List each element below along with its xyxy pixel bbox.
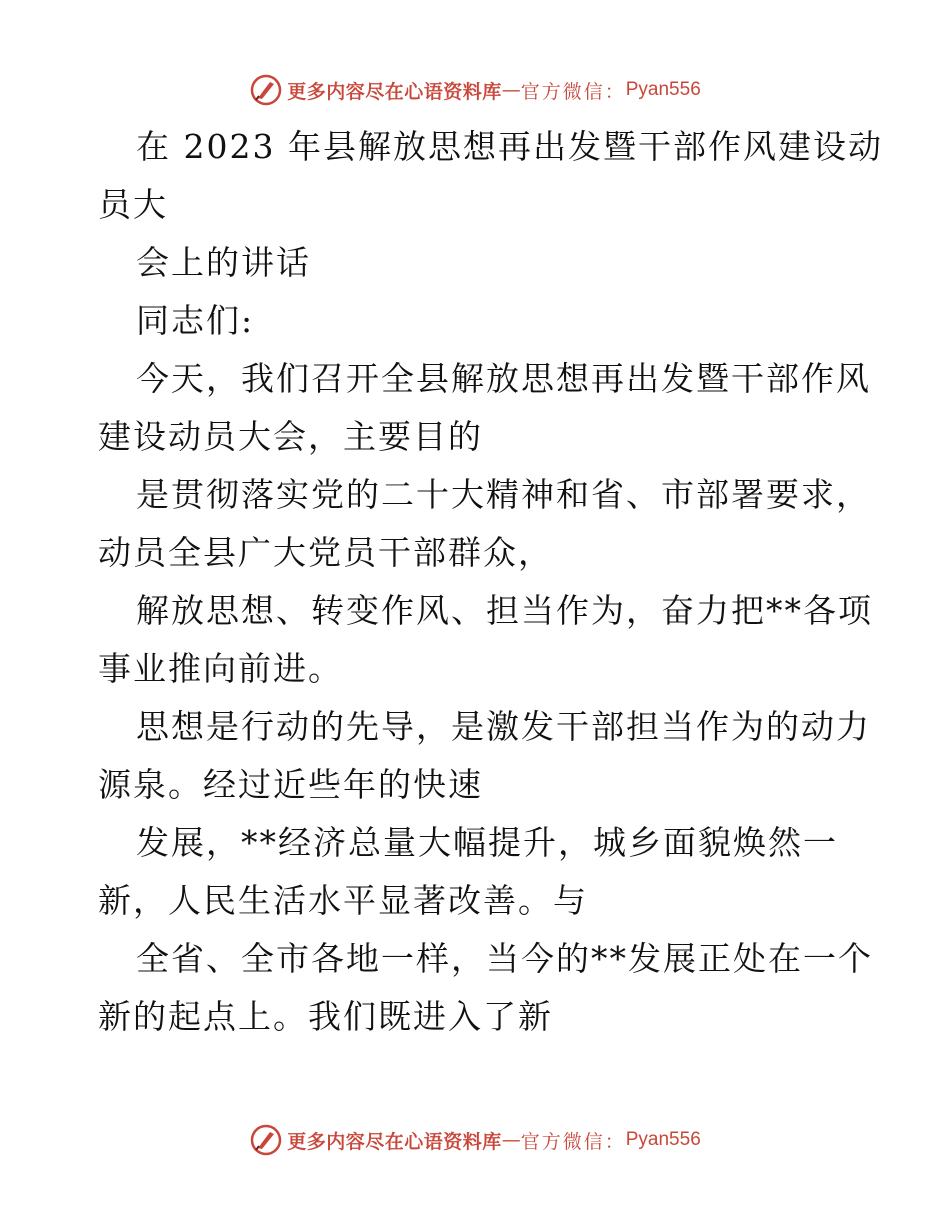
- header-watermark-banner: [0, 70, 950, 110]
- banner-dash: —: [501, 79, 521, 101]
- banner-site-text: 更多内容尽在心语资料库: [287, 80, 502, 103]
- banner-wechat-label: 官方微信：: [520, 80, 626, 103]
- text-line: 建设动员大会，主要目的: [98, 417, 483, 456]
- text-line: 新，人民生活水平显著改善。与: [98, 881, 588, 920]
- text-line: 事业推向前进。: [98, 649, 343, 688]
- text-line: 是贯彻落实党的二十大精神和省、市部署要求，: [136, 475, 871, 514]
- text-line: 发展，**经济总量大幅提升，城乡面貌焕然一: [136, 823, 838, 862]
- text-line: 新的起点上。我们既进入了新: [98, 997, 553, 1036]
- banner-site-text: 更多内容尽在心语资料库: [287, 1130, 502, 1153]
- text-line: 全省、全市各地一样，当今的**发展正处在一个: [136, 939, 873, 978]
- banner-wechat-id: Pyan556: [625, 1129, 701, 1150]
- text-line: 思想是行动的先导，是激发干部担当作为的动力: [136, 707, 871, 746]
- quill-logo-icon: [249, 73, 283, 107]
- text-line: 会上的讲话: [136, 243, 311, 282]
- text-line: 员大: [98, 185, 168, 224]
- banner-wechat-id: Pyan556: [625, 79, 701, 100]
- footer-watermark-banner: [0, 1120, 950, 1160]
- text-line: 动员全县广大党员干部群众，: [98, 533, 553, 572]
- document-body: [98, 118, 883, 1046]
- text-line: 解放思想、转变作风、担当作为，奋力把**各项: [136, 591, 873, 630]
- quill-logo-icon: [249, 1123, 283, 1157]
- banner-dash: —: [501, 1129, 521, 1151]
- text-line: 同志们:: [136, 301, 255, 340]
- text-line: 在 2023 年县解放思想再出发暨干部作风建设动: [136, 127, 883, 166]
- text-line: 今天，我们召开全县解放思想再出发暨干部作风: [136, 359, 871, 398]
- banner-wechat-label: 官方微信：: [520, 1130, 626, 1153]
- text-line: 源泉。经过近些年的快速: [98, 765, 483, 804]
